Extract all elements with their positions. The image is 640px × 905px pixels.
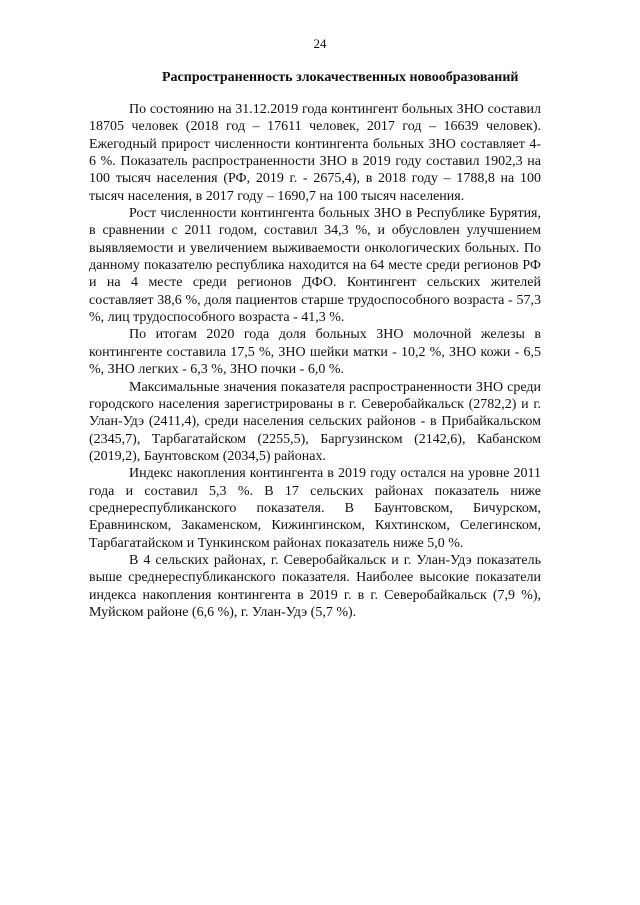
paragraph-structure-2020: По итогам 2020 года доля больных ЗНО молочной железы в контингенте составила 17,5 %, ЗНО шейки матки - 10,2 %, ЗНО кожи - 6,5 %, ЗНО легких - 6,3 %, ЗНО почки - 6,0 %.: [89, 327, 541, 378]
body-text: [89, 101, 541, 621]
paragraph-above-average: В 4 сельских районах, г. Северобайкальск и г. Улан-Удэ показатель выше среднереспубликанского показателя. Наиболее высокие показатели индекса накопления контингента в 2019 г. в г. Северобайкальск (7,9 %), Муйском районе (6,6 %), г. Улан-Удэ (5,7 %).: [89, 552, 541, 620]
paragraph-contingent-growth: Рост численности контингента больных ЗНО в Республике Бурятия, в сравнении с 2011 годом, составил 34,3 %, и обусловлен улучшением выявляемости и увеличением выживаемости онкологических больных. По данному показателю республика находится на 64 месте среди регионов РФ и на 4 месте среди регионов ДФО. Контингент сельских жителей составляет 38,6 %, доля пациентов старше трудоспособного возраста - 57,3 %, лиц трудоспособного возраста - 41,3 %.: [89, 206, 541, 326]
page-number: 24: [313, 36, 327, 51]
section-heading: Распространенность злокачественных новообразований: [162, 70, 519, 85]
paragraph-max-values: Максимальные значения показателя распространенности ЗНО среди городского населения зарегистрированы в г. Северобайкальск (2782,2) и г. Улан-Удэ (2411,4), среди населения сельских районов - в Прибайкальском (2345,7), Тарбагатайском (2255,5), Баргузинском (2142,6), Кабанском (2019,2), Баунтовском (2034,5) районах.: [89, 379, 541, 464]
paragraph-accumulation-index: Индекс накопления контингента в 2019 году остался на уровне 2011 года и составил 5,3 %. В 17 сельских районах показатель ниже среднереспубликанского показателя. В Баунтовском, Бичурском, Еравнинском, Закаменском, Кижингинском, Кяхтинском, Селегинском, Тарбагатайском и Тункинском районах показатель ниже 5,0 %.: [89, 466, 541, 551]
paragraph-prevalence-overview: По состоянию на 31.12.2019 года контингент больных ЗНО составил 18705 человек (2018 год – 17611 человек, 2017 год – 16639 человек). Ежегодный прирост численности контингента больных ЗНО составляет 4-6 %. Показатель распространенности ЗНО в 2019 году составил 1902,3 на 100 тысяч населения (РФ, 2019 г. - 2675,4), в 2018 году – 1788,8 на 100 тысяч населения, в 2017 году – 1690,7 на 100 тысяч населения.: [89, 102, 541, 204]
